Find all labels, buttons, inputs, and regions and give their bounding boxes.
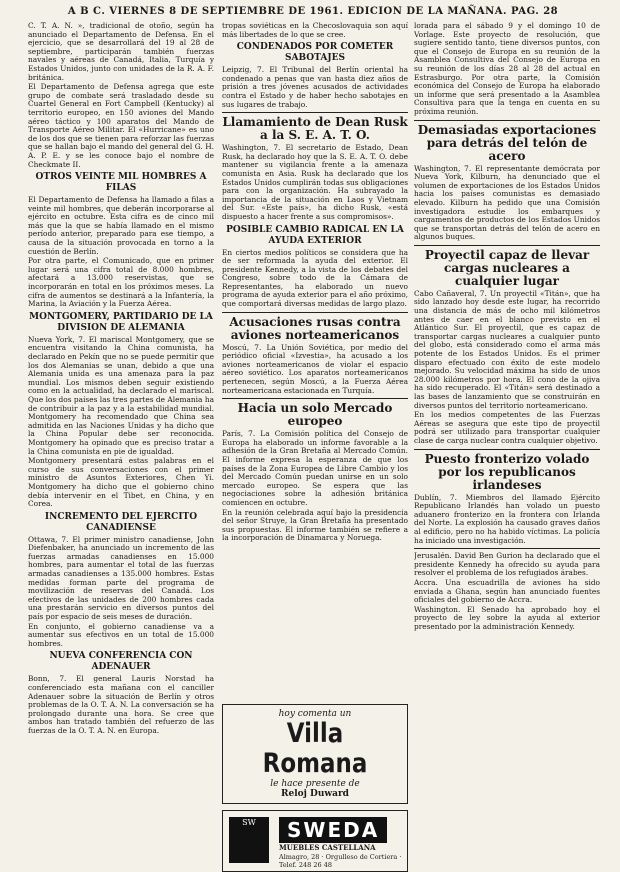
article-text: Moscú, 7. La Unión Soviética, por medio del periódico oficial «Izvestia», ha acusado a los aviones norteamericanos de violar el espacio aéreo soviético. Los aparatos norteamericanos pertenecen, según Moscú, a la Fuerza Aérea norteamericana estacionada en Turquía.	[222, 342, 408, 395]
headline: POSIBLE CAMBIO RADICAL EN LA AYUDA EXTERIOR	[226, 224, 404, 246]
column-3	[414, 22, 600, 632]
article-text: Accra. Una escuadrilla de aviones ha sido enviada a Ghana, según han anunciado fuentes oficiales del gobierno de Accra.	[414, 577, 600, 605]
headline: CONDENADOS POR COMETER SABOTAJES	[236, 42, 394, 64]
article-text: Por otra parte, el Comunicado, que en primer lugar será una cifra total de 8.000 hombres, afectará a 13.000 reservistas, que se incorporarán en total en los próximos meses. La cifra de aumentos se destinará a la Infantería, la Marina, la Aviación y la Fuerza Aérea.	[28, 256, 214, 309]
advertisement-villa-romana	[222, 704, 408, 804]
ad-line: Almagro, 28 · Orgulleso de Cortiera · Telef. 248 26 48	[279, 853, 402, 869]
divider	[222, 112, 408, 113]
article-text: París, 7. La Comisión política del Consejo de Europa ha elaborado un informe favorable a la adhesión de la Gran Bretaña al Mercado Común. El informe expresa la esperanza de que los países de la Zona Europea de Libre Cambio y los del Mercado Común puedan unirse en un solo mercado europeo. Se espera que las negociaciones sobre la adhesión británica comiencen en octubre.	[222, 429, 408, 507]
sweda-logo: SW	[229, 817, 269, 863]
ad-brand: Villa Romana	[262, 718, 368, 779]
article-text: Washington. El Senado ha aprobado hoy el proyecto de ley sobre la ayuda al exterior presentado por la administración Kennedy.	[414, 604, 600, 631]
divider	[414, 245, 600, 246]
headline: INCREMENTO DEL EJERCITO CANADIENSE	[44, 511, 198, 533]
article-text: Nueva York, 7. El mariscal Montgomery, que se encuentra visitando la China comunista, ha declarado en Pekín que no se puede permitir que los dos Alemanias se unan, debido a que una Alemania unida es una amenaza para la paz mundial. Los mismos deben seguir existiendo como en la actualidad, ha declarado el mariscal. Que los dos países las tres partes de Alemania ha de contribuir a la paz y a la estabilidad mundial. Montgomery ha recomendado que China sea admitida en las Naciones Unidas y ha dicho que la China Popular debe ser reconocida. Montgomery ha opinado que es preciso tratar a la China comunista en pie de igualdad.	[28, 334, 214, 456]
headline: Hacia un solo Mercado europeo	[237, 401, 393, 429]
divider	[414, 449, 600, 450]
advertisement-sweda	[222, 810, 408, 872]
headline: Proyectil capaz de llevar cargas nucleares a cualquier lugar	[424, 247, 590, 288]
headline: Llamamiento de Dean Rusk a la S. E. A. T. O.	[222, 115, 408, 143]
article-text: Ottawa, 7. El primer ministro canadiense, John Diefenbaker, ha anunciado un incremento de las fuerzas armadas canadienses en 15.000 hombres, para aumentar el total de las fuerzas armadas canadienses a 135.000 hombres. Estas medidas forman parte del programa de movilización de reservas del Canadá. Los efectivos de las unidades de 200 hombres cada una prestarán servicio en diversos puntos del país por espacio de seis meses de duración.	[28, 534, 214, 622]
headline: Puesto fronterizo volado por los republicanos irlandeses	[424, 451, 590, 492]
divider	[222, 398, 408, 399]
headline: Demasiadas exportaciones para detrás del telón de acero	[417, 122, 597, 163]
article-text: En los medios competentes de las Fuerzas Aéreas se asegura que este tipo de proyectil podrá ser utilizado para transportar cualquier clase de carga nuclear contra cualquier objetivo.	[414, 410, 600, 445]
article-text: Montgomery presentará estas palabras en el curso de sus conversaciones con el primer ministro de Asuntos Exteriores, Chen Yi. Montgomery ha dicho que el gobierno chino debía intervenir en el Tibet, en China, y en Corea.	[28, 456, 214, 509]
article-text: lorada para el sábado 9 y el domingo 10 de Vorlage. Este proyecto de resolución, que sugiere sentido tanto, tiene diversos puntos, con que el Consejo de Europa en su reunión de la Asamblea Consultiva del Consejo de Europa en su reunión de los días 28 al 28 del actual en Estrasburgo. Por otra parte, la Comisión económica del Consejo de Europa ha elaborado un informe que será presentado a la Asamblea Consultiva para que la tenga en cuenta en su próxima reunión.	[414, 22, 600, 116]
headline: MONTGOMERY, PARTIDARIO DE LA DIVISION DE ALEMANIA	[29, 311, 213, 333]
column-1	[28, 22, 214, 737]
page-header: A B C. VIERNES 8 DE SEPTIEMBRE DE 1961. EDICION DE LA MAÑANA. PAG. 28	[67, 6, 559, 17]
ad-line: Reloj Duward	[281, 789, 349, 799]
headline: NUEVA CONFERENCIA CON ADENAUER	[49, 651, 193, 673]
ad-line: hoy comenta un	[278, 709, 352, 719]
article-text: El Departamento de Defensa agrega que este grupo de combate será trasladado desde su Cuartel General en Fort Campbell (Kentucky) al territorio europeo, en 150 aviones del Mando aéreo táctico y 100 aparatos del Mando de Transporte Aéreo Militar. El «Hurricane» es uno de los dos que se tienen para reforzar las fuerzas que se hallan bajo el mando del general del G. H. A. P. E. y se les conoce bajo el nombre de Checkmate II.	[28, 82, 214, 169]
article-text: Washington, 7. El representante demócrata por Nueva York, Kilburn, ha denunciado que el volumen de exportaciones de los Estados Unidos hacia los países comunistas es demasiado elevado. Kilburn ha pedido que una Comisión investigadora estudie los embarques y cargamentos de productos de los Estados Unidos que se transportan detrás del telón de acero en algunos buques.	[414, 163, 600, 242]
article-text: En conjunto, el gobierno canadiense va a aumentar sus efectivos en un total de 15.000 hombres.	[28, 621, 214, 648]
ad-area	[222, 700, 408, 872]
article-text: En la reunión celebrada aquí bajo la presidencia del señor Struye, la Gran Bretaña ha presentado sus propuestas. El informe también se refiere a la incorporación de Dinamarca y Noruega.	[222, 507, 408, 543]
headline: Acusaciones rusas contra aviones norteamericanos	[229, 314, 401, 342]
article-text: Washington, 7. El secretario de Estado, Dean Rusk, ha declarado hoy que la S. E. A. T. O. debe mantener su vigilancia frente a la amenaza comunista en Asia. Rusk ha declarado que los Estados Unidos cumplirán todas sus obligaciones para con la organización. Ha subrayado la importancia de la situación en Laos y Vietnam del Sur. «Este país», ha dicho Rusk, «está dispuesto a hacer frente a sus compromisos».	[222, 143, 408, 221]
article-text: C. T. A. N. », tradicional de otoño, según ha anunciado el Departamento de Defensa. En el ejercicio, que se desarrollará del 19 al 28 de septiembre, participarán también fuerzas navales y aéreas de Canadá, Italia, Turquía y Estados Unidos, junto con unidades de la R. A. F. británica.	[28, 22, 214, 82]
column-2	[222, 22, 408, 544]
article-text: tropas soviéticas en la Checoslovaquia son aquí más libertades de lo que se cree.	[222, 22, 408, 39]
divider	[222, 312, 408, 313]
article-text: En ciertos medios políticos se considera que ha de ser reformada la ayuda del exterior. El presidente Kennedy, a la vista de los debates del Congreso, sobre todo de la Cámara de Representantes, ha elaborado un nuevo programa de ayuda exterior para el año próximo, que comportará diversas medidas de largo plazo.	[222, 247, 408, 309]
article-text: Bonn, 7. El general Lauris Norstad ha conferenciado esta mañana con el canciller Adenauer sobre la situación de Berlín y otros problemas de la O. T. A. N. La conversación se ha prolongado durante una hora. Se cree que ambos han tratado también del refuerzo de las fuerzas de la O. T. A. N. en Europa.	[28, 674, 214, 735]
ad-brand: SWEDA	[279, 817, 387, 843]
divider	[414, 120, 600, 121]
divider	[414, 548, 600, 549]
ad-line: le hace presente de	[270, 779, 360, 789]
ad-line: MUEBLES CASTELLANA	[279, 843, 376, 852]
article-text: Cabo Cañaveral, 7. Un proyectil «Titán», que ha sido lanzado hoy desde este lugar, ha recorrido una distancia de más de ocho mil kilómetros antes de caer en el blanco previsto en el Atlántico Sur. El proyectil, que es capaz de transportar cargas nucleares a cualquier punto del globo, está considerado como el arma más potente de los Estados Unidos. Es el primer disparo efectuado con éxito de este modelo mejorado. Su velocidad máxima ha sido de unos 28.000 kilómetros por hora. El cono de la ojiva ha sido recuperado. El «Titán» será destinado a las bases de lanzamiento que se construirán en diversos puntos del territorio norteamericano.	[414, 288, 600, 410]
article-text: El Departamento de Defensa ha llamado a filas a veinte mil hombres, que deberán incorporarse al ejército en octubre. Esta cifra es de cinco mil más que la que se había llamado en el mismo período anterior, preparado para ese tiempo, a causa de la situación provocada en torno a la cuestión de Berlín.	[28, 195, 214, 256]
article-text: Dublín, 7. Miembros del llamado Ejército Republicano Irlandés han volado un puesto aduanero fronterizo en la frontera con Irlanda del Norte. La explosión ha causado graves daños al edificio, pero no ha habido víctimas. La policía ha iniciado una investigación.	[414, 492, 600, 545]
headline: OTROS VEINTE MIL HOMBRES A FILAS	[35, 172, 207, 194]
article-text: Leipzig, 7. El Tribunal del Berlín oriental ha condenado a penas que van hasta diez años de prisión a tres jóvenes acusados de actividades contra el Estado y de haber hecho sabotajes en sus lugares de trabajo.	[222, 65, 408, 109]
article-text: Jerusalén. David Ben Gurion ha declarado que el presidente Kennedy ha ofrecido su ayuda para resolver el problema de los refugiados árabes.	[414, 551, 600, 578]
